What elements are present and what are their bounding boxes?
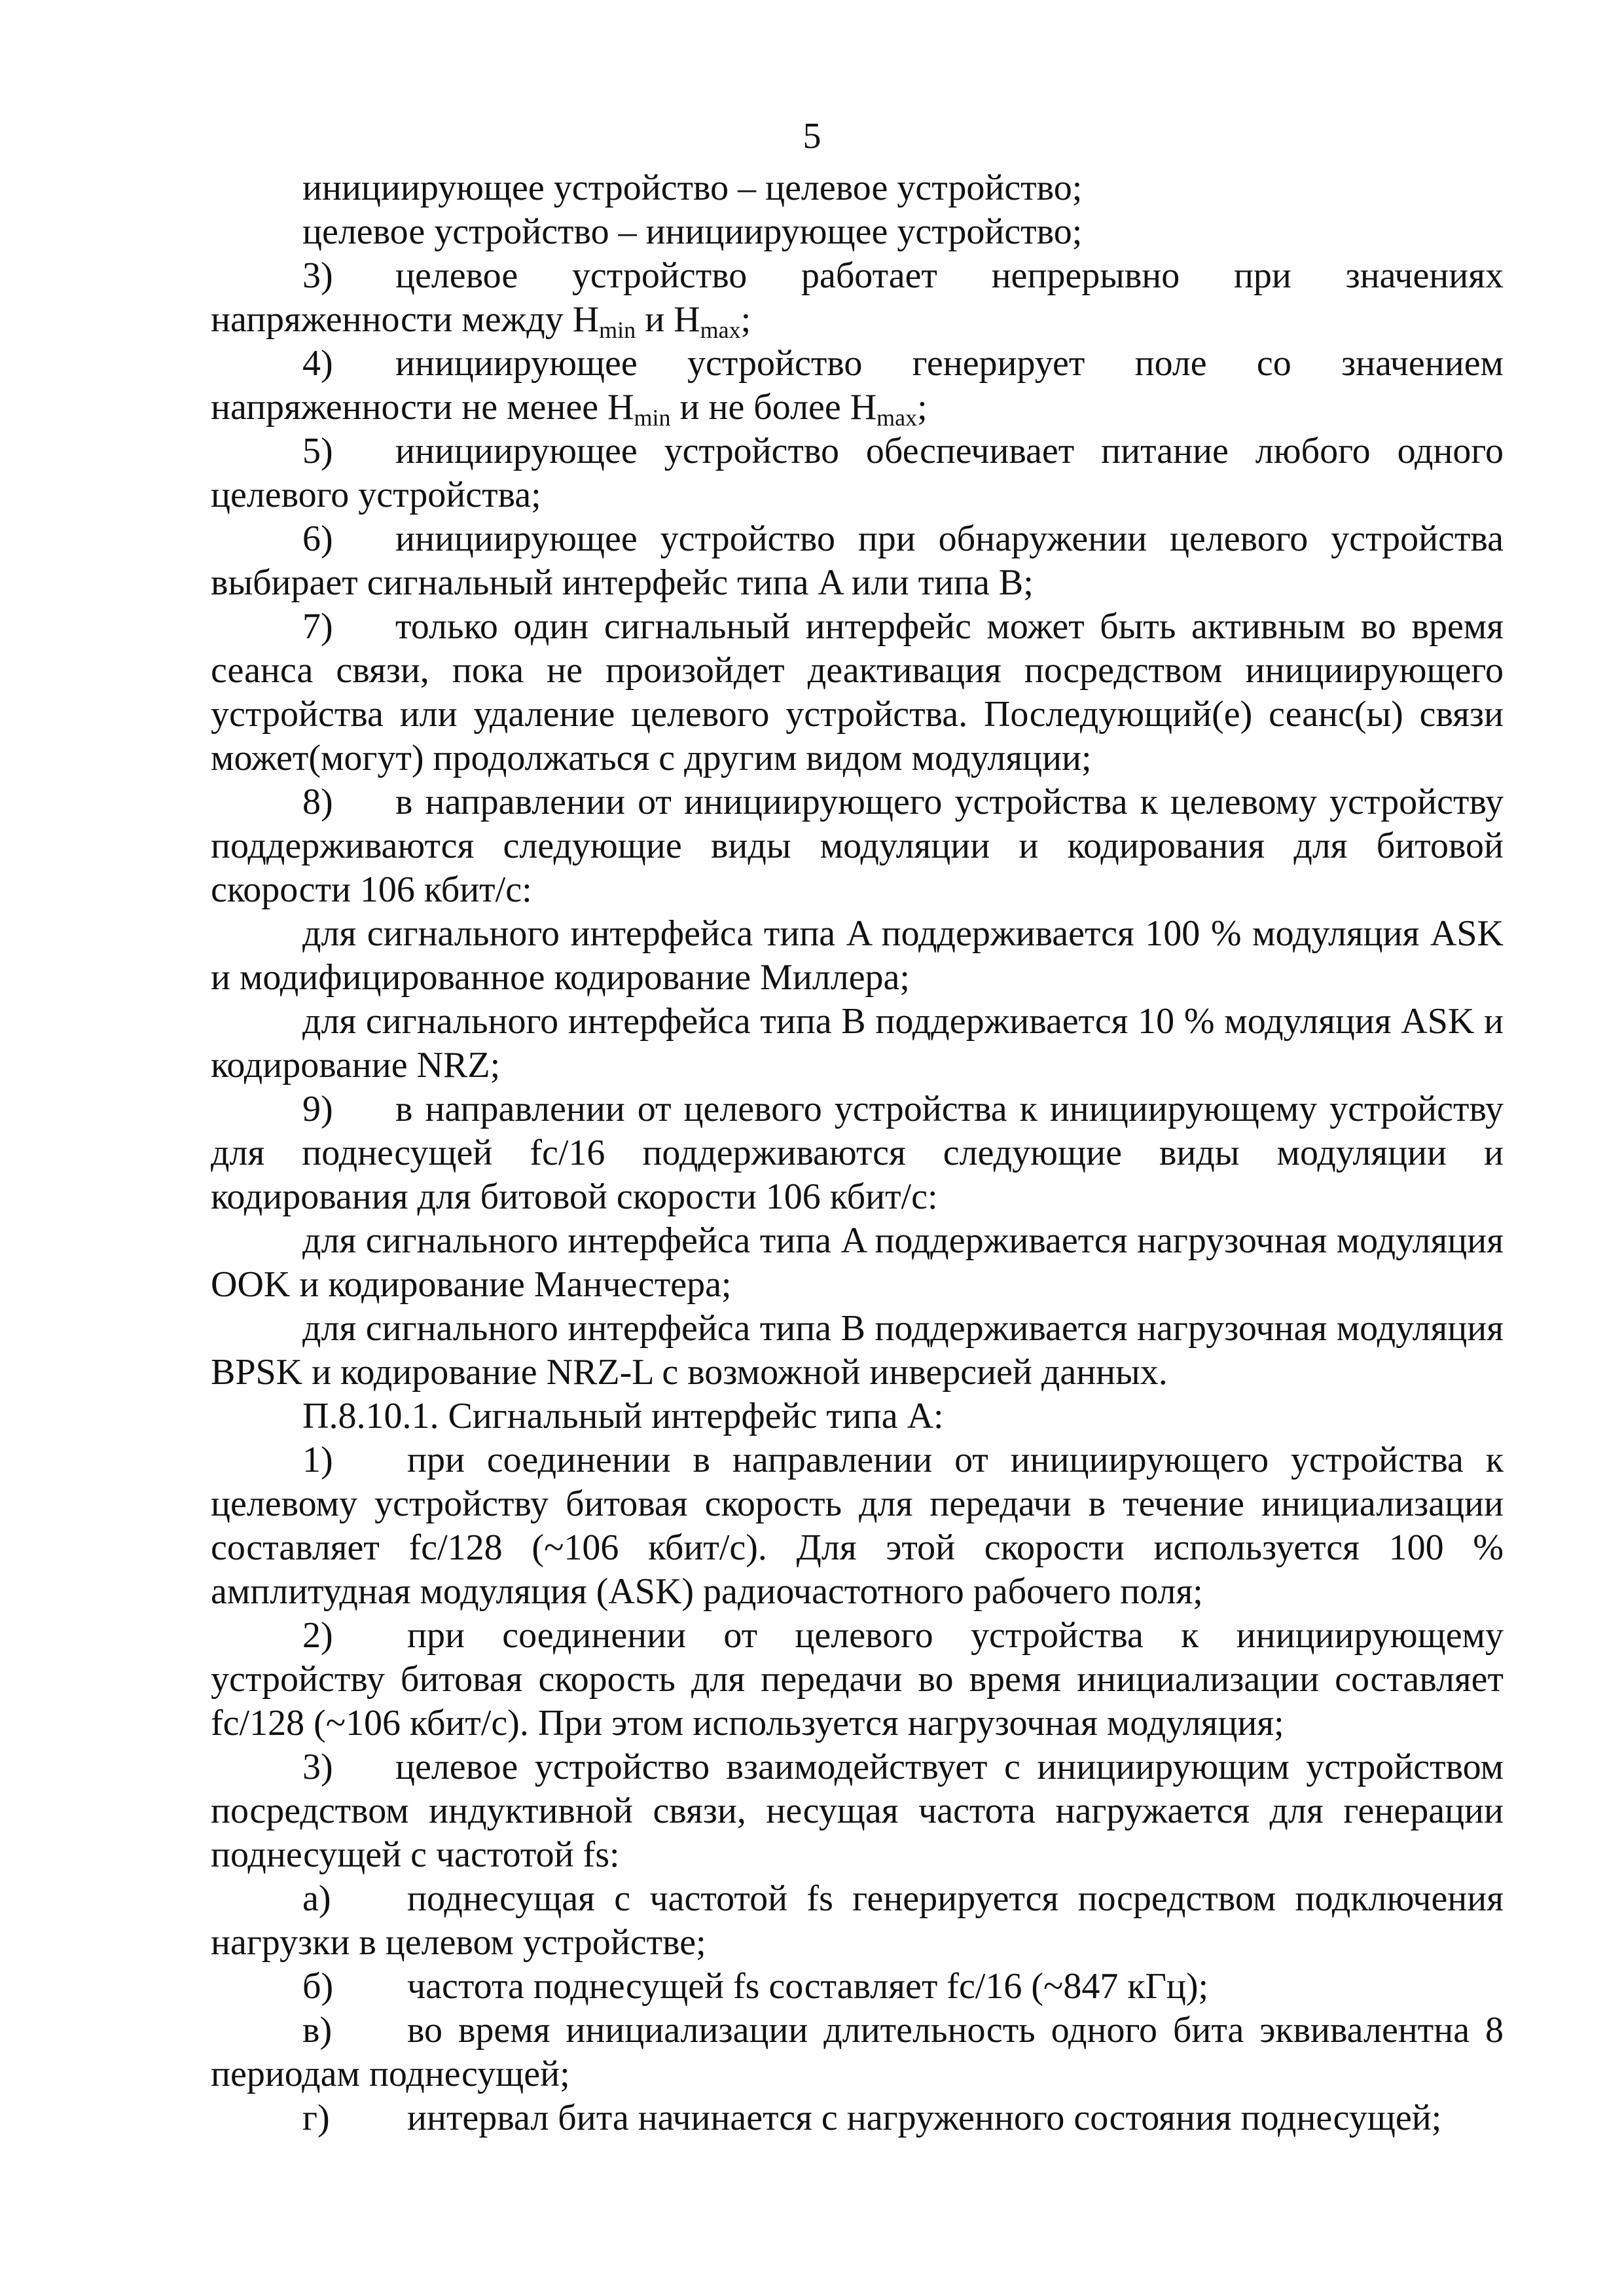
item-letter: б) [302,1966,334,2007]
sub-paragraph: для сигнального интерфейса типа A поддерживается нагрузочная модуляция OOK и кодирование Манчестера; [211,1220,1504,1305]
item-text: при соединении в направлении от инициирующего устройства к целевому устройству битовая скорость для передачи в течение инициализации составляет fc/128 (~106 кбит/с). Для этой скорости используется 100 % амплитудная модуляция (ASK) радиочастотного рабочего поля; [211,1440,1504,1612]
sub-paragraph: для сигнального интерфейса типа A поддерживается 100 % модуляция ASK и модифицированное кодирование Миллера; [211,913,1504,998]
item-number: 4) [302,343,333,384]
item-number: 7) [302,606,333,647]
page-number: 5 [803,116,821,156]
section-item-v [211,2009,1504,2096]
sub-paragraph: для сигнального интерфейса типа B поддерживается 10 % модуляция ASK и кодирование NRZ; [211,1001,1504,1085]
section-heading: П.8.10.1. Сигнальный интерфейс типа A: [302,1396,944,1436]
subscript: min [599,317,636,343]
list-item-8 [211,780,1504,912]
item-text: целевое устройство взаимодействует с инициирующим устройством посредством индуктивной связи, несущая частота нагружается для генерации поднесущей с частотой fs: [211,1747,1504,1875]
item-number: 3) [302,1747,333,1787]
item-text: в направлении от инициирующего устройства к целевому устройству поддерживаются следующие виды модуляции и кодирования для битовой скорости 106 кбит/с: [211,782,1504,910]
list-item-6 [211,517,1504,605]
item-number: 3) [302,255,333,296]
section-item-3 [211,1745,1504,1877]
list-item-7 [211,605,1504,780]
item-number: 6) [302,519,333,559]
list-item-5 [211,429,1504,517]
item-text: ; [740,299,751,340]
subscript: max [876,405,918,431]
item-number: 1) [302,1440,333,1480]
list-item-9 [211,1087,1504,1219]
list-item-4 [211,342,1504,429]
item-text: инициирующее устройство генерирует поле со значением напряженности не менее H [211,343,1504,428]
item-number: 9) [302,1089,333,1129]
item-text: поднесущая с частотой fs генерируется посредством подключения нагрузки в целевом устройстве; [211,1878,1504,1963]
subscript: max [700,317,741,343]
sub-paragraph: для сигнального интерфейса типа B поддерживается нагрузочная модуляция BPSK и кодирование NRZ-L с возможной инверсией данных. [211,1308,1504,1393]
item-text: частота поднесущей fs составляет fc/16 (~847 кГц); [407,1966,1209,2007]
item-text: и H [636,299,700,340]
item-text: и не более H [670,387,877,428]
list-item-3 [211,254,1504,342]
section-item-2 [211,1614,1504,1745]
item-letter: в) [302,2010,333,2050]
section-item-g [211,2096,1504,2140]
item-letter: а) [302,1878,331,1919]
subscript: min [634,405,671,431]
text-line: целевое устройство – инициирующее устройство; [302,211,1083,252]
item-text: во время инициализации длительность одного бита эквивалентна 8 периодам поднесущей; [211,2010,1504,2094]
item-text: инициирующее устройство при обнаружении целевого устройства выбирает сигнальный интерфейс типа A или типа B; [211,519,1504,603]
text-line: инициирующее устройство – целевое устройство; [302,168,1083,208]
item-text: только один сигнальный интерфейс может быть активным во время сеанса связи, пока не произойдет деактивация посредством инициирующего устройства или удаление целевого устройства. Последующий(е) сеанс(ы) связи может(могут) продолжаться с другим видом модуляции; [211,606,1504,778]
item-text: в направлении от целевого устройства к инициирующему устройству для поднесущей fc/16 поддерживаются следующие виды модуляции и кодирования для битовой скорости 106 кбит/с: [211,1089,1504,1217]
item-text: ; [917,387,928,428]
item-text: при соединении от целевого устройства к инициирующему устройству битовая скорость для передачи во время инициализации составляет fc/128 (~106 кбит/с). При этом используется нагрузочная модуляция; [211,1615,1504,1743]
item-number: 5) [302,431,333,471]
item-text: инициирующее устройство обеспечивает питание любого одного целевого устройства; [211,431,1504,515]
item-letter: г) [302,2098,330,2138]
section-item-a [211,1877,1504,1965]
item-number: 8) [302,782,333,822]
document-body [211,166,1504,2140]
item-text: целевое устройство работает непрерывно при значениях напряженности между H [211,255,1504,340]
section-item-1 [211,1438,1504,1614]
item-text: интервал бита начинается с нагруженного состояния поднесущей; [407,2098,1442,2138]
section-item-b [211,1965,1504,2009]
item-number: 2) [302,1615,333,1656]
